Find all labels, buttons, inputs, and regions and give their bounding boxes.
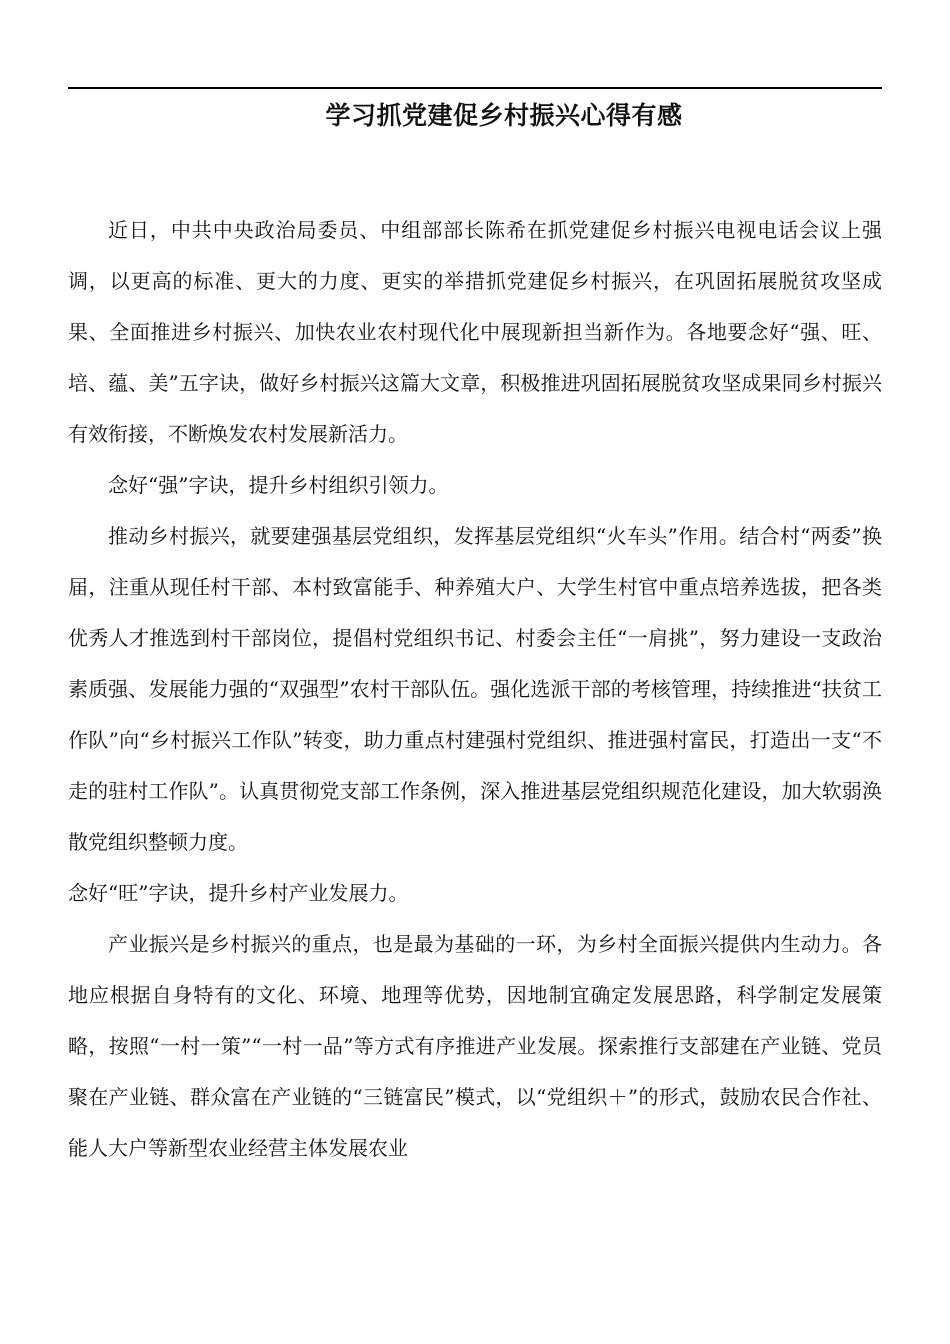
document-title: 学习抓党建促乡村振兴心得有感 <box>325 101 683 130</box>
document-body <box>68 205 882 1174</box>
paragraph-qiang: 推动乡村振兴，就要建强基层党组织，发挥基层党组织“火车头”作用。结合村“两委”换届，注重从现任村干部、本村致富能手、种养殖大户、大学生村官中重点培养选拔，把各类优秀人才推选到村干部岗位，提倡村党组织书记、村委会主任“一肩挑”，努力建设一支政治素质强、发展能力强的“双强型”农村干部队伍。强化选派干部的考核管理，持续推进“扶贫工作队”向“乡村振兴工作队”转变，助力重点村建强村党组织、推进强村富民，打造出一支“不走的驻村工作队”。认真贯彻党支部工作条例，深入推进基层党组织规范化建设，加大软弱涣散党组织整顿力度。 <box>68 524 882 854</box>
header-rule <box>68 87 882 89</box>
paragraph-intro: 近日，中共中央政治局委员、中组部部长陈希在抓党建促乡村振兴电视电话会议上强调，以更高的标准、更大的力度、更实的举措抓党建促乡村振兴，在巩固拓展脱贫攻坚成果、全面推进乡村振兴、加快农业农村现代化中展现新担当新作为。各地要念好“强、旺、培、蕴、美”五字诀，做好乡村振兴这篇大文章，积极推进巩固拓展脱贫攻坚成果同乡村振兴有效衔接，不断焕发农村发展新活力。 <box>68 218 882 446</box>
section-heading-qiang: 念好“强”字诀，提升乡村组织引领力。 <box>108 473 449 497</box>
paragraph-wang: 产业振兴是乡村振兴的重点，也是最为基础的一环，为乡村全面振兴提供内生动力。各地应根据自身特有的文化、环境、地理等优势，因地制宜确定发展思路，科学制定发展策略，按照“一村一策”“一村一品”等方式有序推进产业发展。探索推行支部建在产业链、党员聚在产业链、群众富在产业链的“三链富民”模式，以“党组织＋”的形式，鼓励农民合作社、能人大户等新型农业经营主体发展农业 <box>68 932 882 1160</box>
section-heading-wang: 念好“旺”字诀，提升乡村产业发展力。 <box>68 881 409 905</box>
